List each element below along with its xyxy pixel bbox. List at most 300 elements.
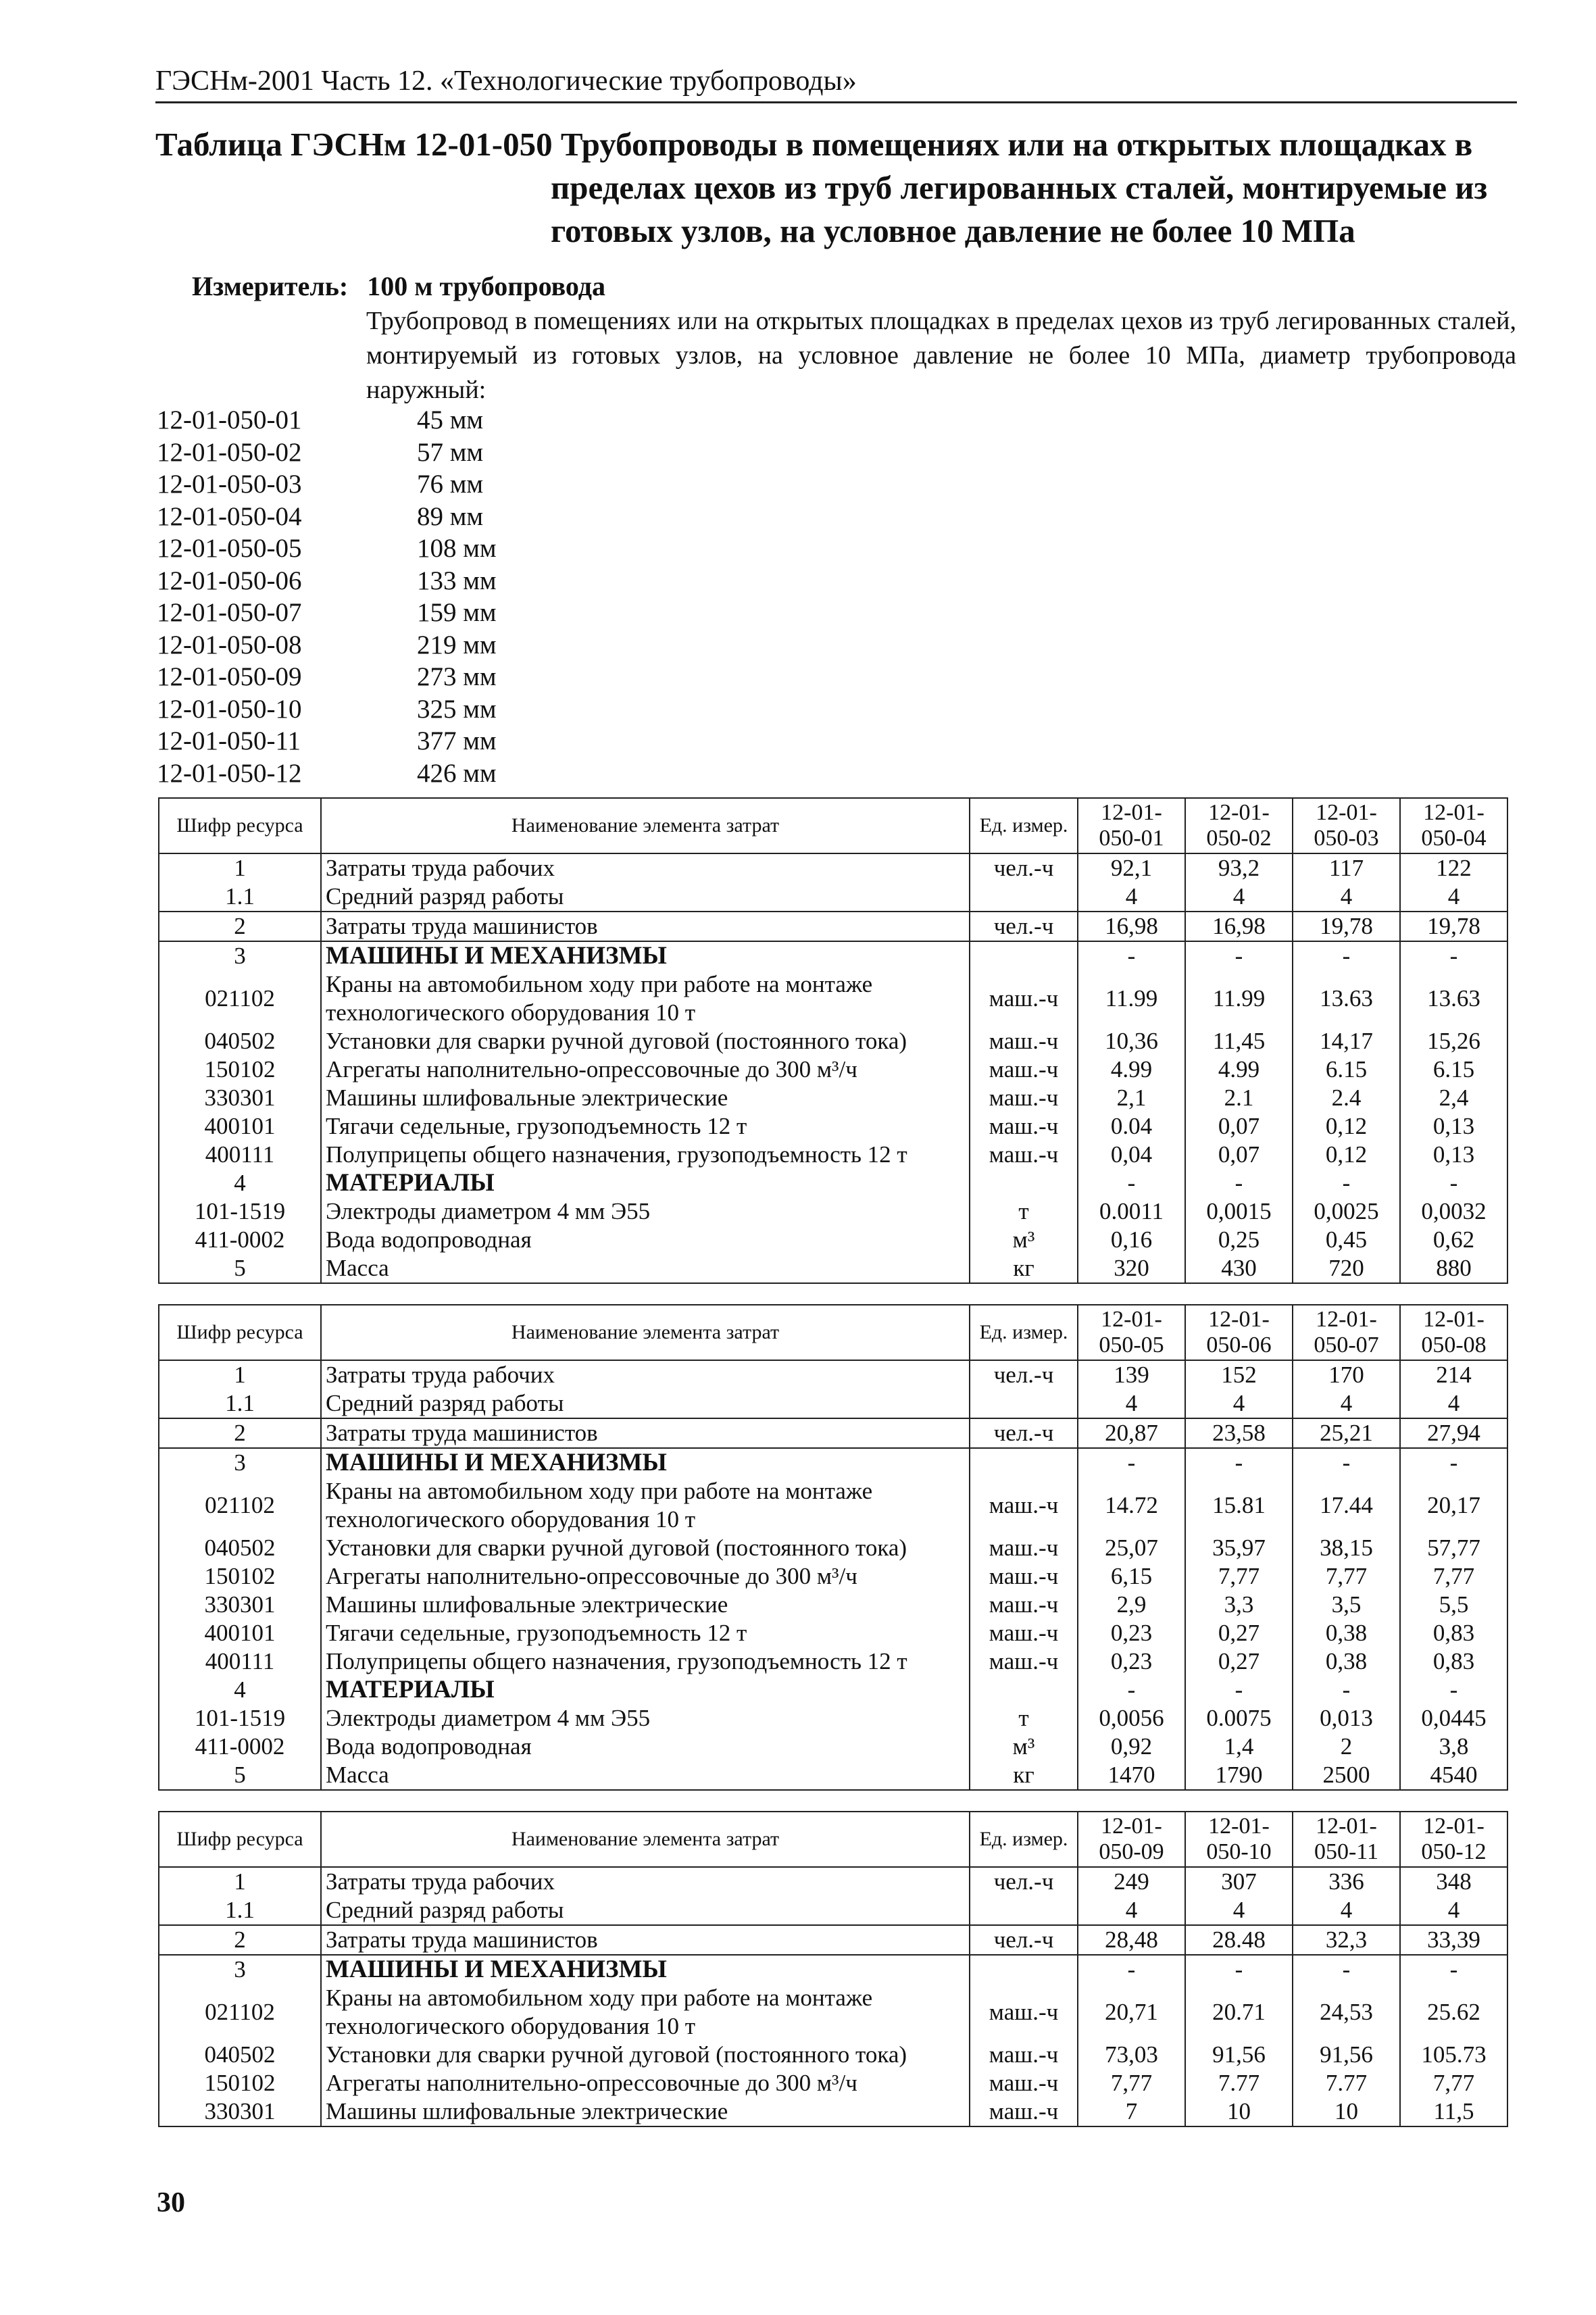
table-row: [159, 1534, 1507, 1562]
resource-value: 15,26: [1400, 1027, 1507, 1055]
resource-value: 24,53: [1293, 1984, 1400, 2041]
variant-diameter: 426 мм: [417, 758, 497, 788]
table-row: [159, 1254, 1507, 1283]
resource-name: Машины шлифовальные электрические: [321, 2097, 970, 2126]
resource-unit: маш.-ч: [970, 1141, 1078, 1169]
resource-name: Затраты труда машинистов: [321, 1418, 970, 1448]
resource-value: 0,0025: [1293, 1197, 1400, 1226]
column-header-variant: 12-01-050-12: [1400, 1812, 1507, 1867]
resource-code: 2: [159, 1418, 321, 1448]
cost-table: [158, 1304, 1508, 1791]
resource-value: 27,94: [1400, 1418, 1507, 1448]
work-description: Трубопровод в помещениях или на открытых площадках в пределах цехов из труб легированных сталей, монтируемый из готовых узлов, на условное давление не более 10 МПа, диаметр трубопровода наружный:: [366, 307, 1516, 404]
resource-value: 4: [1078, 882, 1185, 912]
resource-value: 0.04: [1078, 1112, 1185, 1141]
resource-value: -: [1078, 1169, 1185, 1197]
variant-code: 12-01-050-12: [157, 758, 302, 788]
table-row: [159, 882, 1507, 912]
column-header-variant: 12-01-050-09: [1078, 1812, 1185, 1867]
resource-value: 7,77: [1293, 1562, 1400, 1591]
table-row: [159, 1197, 1507, 1226]
resource-unit: чел.-ч: [970, 1418, 1078, 1448]
resource-value: -: [1185, 1676, 1293, 1704]
variant-item: [157, 725, 576, 757]
resource-code: 400111: [159, 1141, 321, 1169]
resource-value: 2,9: [1078, 1591, 1185, 1619]
resource-value: 4: [1400, 1389, 1507, 1418]
table-header-row: [159, 1305, 1507, 1360]
resource-code: 1.1: [159, 1896, 321, 1925]
resource-name: Установки для сварки ручной дуговой (постоянного тока): [321, 1534, 970, 1562]
resource-unit: маш.-ч: [970, 2069, 1078, 2097]
resource-value: 17.44: [1293, 1477, 1400, 1534]
column-header-variant: 12-01-050-03: [1293, 798, 1400, 853]
cost-table: [158, 1811, 1508, 2127]
resource-value: 4: [1400, 1896, 1507, 1925]
variant-item: [157, 532, 576, 565]
variant-diameter: 108 мм: [417, 534, 497, 563]
resource-value: 16,98: [1078, 912, 1185, 941]
resource-code: 2: [159, 1925, 321, 1955]
resource-value: 0.0011: [1078, 1197, 1185, 1226]
resource-name: Установки для сварки ручной дуговой (постоянного тока): [321, 2041, 970, 2069]
resource-value: 4: [1293, 1389, 1400, 1418]
resource-name: Тягачи седельные, грузоподъемность 12 т: [321, 1619, 970, 1647]
table-row: [159, 1226, 1507, 1254]
resource-name: МАТЕРИАЛЫ: [321, 1169, 970, 1197]
resource-code: 1: [159, 1867, 321, 1896]
variant-code: 12-01-050-01: [157, 405, 302, 434]
resource-code: 400101: [159, 1619, 321, 1647]
meter-line: [192, 270, 605, 302]
variant-diameter: 325 мм: [417, 694, 497, 724]
resource-unit: [970, 941, 1078, 970]
resource-code: 411-0002: [159, 1733, 321, 1761]
column-header-code: Шифр ресурса: [159, 798, 321, 853]
resource-value: 4.99: [1078, 1055, 1185, 1084]
resource-value: 20.71: [1185, 1984, 1293, 2041]
resource-code: 150102: [159, 2069, 321, 2097]
resource-unit: маш.-ч: [970, 1619, 1078, 1647]
resource-name: Затраты труда рабочих: [321, 1867, 970, 1896]
resource-code: 1: [159, 1360, 321, 1389]
resource-value: 2500: [1293, 1761, 1400, 1790]
meter-value: 100 м трубопровода: [367, 271, 605, 301]
resource-value: 4: [1078, 1389, 1185, 1418]
column-header-variant: 12-01-050-07: [1293, 1305, 1400, 1360]
resource-unit: [970, 1676, 1078, 1704]
table-row: [159, 1477, 1507, 1534]
column-header-variant: 12-01-050-10: [1185, 1812, 1293, 1867]
resource-value: 0,62: [1400, 1226, 1507, 1254]
resource-value: 320: [1078, 1254, 1185, 1283]
resource-value: 348: [1400, 1867, 1507, 1896]
table-header-row: [159, 1812, 1507, 1867]
column-header-name: Наименование элемента затрат: [321, 1305, 970, 1360]
resource-value: 11.99: [1185, 970, 1293, 1027]
variant-item: [157, 404, 576, 437]
resource-name: Вода водопроводная: [321, 1226, 970, 1254]
column-header-variant: 12-01-050-11: [1293, 1812, 1400, 1867]
resource-unit: [970, 1448, 1078, 1477]
table-title: [155, 123, 1527, 253]
resource-value: 4: [1185, 1389, 1293, 1418]
variant-code: 12-01-050-02: [157, 437, 302, 467]
resource-code: 400101: [159, 1112, 321, 1141]
resource-name: Средний разряд работы: [321, 1389, 970, 1418]
resource-value: 7,77: [1078, 2069, 1185, 2097]
variant-item: [157, 597, 576, 629]
resource-value: 16,98: [1185, 912, 1293, 941]
variant-code: 12-01-050-11: [157, 726, 301, 755]
column-header-unit: Ед. измер.: [970, 1812, 1078, 1867]
resource-name: Полуприцепы общего назначения, грузоподъемность 12 т: [321, 1141, 970, 1169]
resource-value: 4: [1078, 1896, 1185, 1925]
variant-code: 12-01-050-09: [157, 662, 302, 691]
resource-value: 13.63: [1400, 970, 1507, 1027]
resource-value: 0,25: [1185, 1226, 1293, 1254]
resource-value: 11,45: [1185, 1027, 1293, 1055]
resource-code: 021102: [159, 1984, 321, 2041]
resource-value: 0,0032: [1400, 1197, 1507, 1226]
resource-code: 4: [159, 1676, 321, 1704]
resource-unit: маш.-ч: [970, 1647, 1078, 1676]
table-row: [159, 1562, 1507, 1591]
variant-diameter: 57 мм: [417, 437, 484, 467]
table-row: [159, 1591, 1507, 1619]
resource-name: Затраты труда машинистов: [321, 1925, 970, 1955]
resource-value: 6,15: [1078, 1562, 1185, 1591]
resource-value: 4: [1185, 1896, 1293, 1925]
resource-unit: кг: [970, 1254, 1078, 1283]
resource-code: 3: [159, 941, 321, 970]
variant-code: 12-01-050-10: [157, 694, 302, 724]
resource-value: 5,5: [1400, 1591, 1507, 1619]
resource-code: 101-1519: [159, 1704, 321, 1733]
table-row: [159, 2097, 1507, 2126]
table-row: [159, 1925, 1507, 1955]
table-row: [159, 1647, 1507, 1676]
resource-name: Краны на автомобильном ходу при работе на монтаже технологического оборудования 10 т: [321, 1477, 970, 1534]
resource-value: 13.63: [1293, 970, 1400, 1027]
resource-unit: маш.-ч: [970, 970, 1078, 1027]
table-row: [159, 1055, 1507, 1084]
column-header-variant: 12-01-050-08: [1400, 1305, 1507, 1360]
table-header-row: [159, 798, 1507, 853]
resource-unit: маш.-ч: [970, 1534, 1078, 1562]
resource-name: Затраты труда машинистов: [321, 912, 970, 941]
column-header-code: Шифр ресурса: [159, 1305, 321, 1360]
resource-value: -: [1185, 941, 1293, 970]
variant-diameter: 273 мм: [417, 662, 497, 691]
resource-code: 040502: [159, 1534, 321, 1562]
resource-value: -: [1185, 1448, 1293, 1477]
resource-value: 28.48: [1185, 1925, 1293, 1955]
variant-code: 12-01-050-06: [157, 566, 302, 595]
resource-code: 330301: [159, 1084, 321, 1112]
resource-name: Агрегаты наполнительно-опрессовочные до 300 м³/ч: [321, 1562, 970, 1591]
resource-name: Агрегаты наполнительно-опрессовочные до 300 м³/ч: [321, 2069, 970, 2097]
resource-unit: кг: [970, 1761, 1078, 1790]
resource-value: 0,0056: [1078, 1704, 1185, 1733]
resource-value: 20,17: [1400, 1477, 1507, 1534]
resource-value: -: [1078, 1955, 1185, 1984]
resource-value: 25,07: [1078, 1534, 1185, 1562]
resource-value: 170: [1293, 1360, 1400, 1389]
resource-value: 0,07: [1185, 1112, 1293, 1141]
resource-value: 15.81: [1185, 1477, 1293, 1534]
variant-diameter: 76 мм: [417, 470, 484, 499]
column-header-unit: Ед. измер.: [970, 1305, 1078, 1360]
table-row: [159, 1619, 1507, 1647]
resource-name: Машины шлифовальные электрические: [321, 1591, 970, 1619]
resource-value: -: [1400, 1676, 1507, 1704]
resource-value: 7,77: [1185, 1562, 1293, 1591]
variant-code: 12-01-050-07: [157, 598, 302, 627]
resource-value: 0,27: [1185, 1619, 1293, 1647]
resource-value: 7.77: [1293, 2069, 1400, 2097]
resource-unit: [970, 1169, 1078, 1197]
resource-name: МАШИНЫ И МЕХАНИЗМЫ: [321, 941, 970, 970]
table-title-rest: пределах цехов из труб легированных сталей, монтируемые из готовых узлов, на условное давление не более 10 МПа: [551, 169, 1488, 249]
resource-unit: маш.-ч: [970, 2097, 1078, 2126]
resource-value: 11,5: [1400, 2097, 1507, 2126]
resource-value: 7.77: [1185, 2069, 1293, 2097]
resource-value: -: [1400, 1955, 1507, 1984]
page-number: 30: [157, 2187, 185, 2218]
resource-unit: маш.-ч: [970, 1477, 1078, 1534]
running-header: ГЭСНм-2001 Часть 12. «Технологические трубопроводы»: [155, 66, 857, 97]
variant-code: 12-01-050-03: [157, 470, 302, 499]
resource-value: 0,38: [1293, 1647, 1400, 1676]
resource-unit: м³: [970, 1733, 1078, 1761]
resource-value: 4540: [1400, 1761, 1507, 1790]
resource-value: 3,5: [1293, 1591, 1400, 1619]
resource-value: 0,07: [1185, 1141, 1293, 1169]
column-header-name: Наименование элемента затрат: [321, 798, 970, 853]
resource-code: 1.1: [159, 1389, 321, 1418]
resource-name: Полуприцепы общего назначения, грузоподъемность 12 т: [321, 1647, 970, 1676]
resource-value: 57,77: [1400, 1534, 1507, 1562]
column-header-variant: 12-01-050-04: [1400, 798, 1507, 853]
resource-name: Средний разряд работы: [321, 882, 970, 912]
table-row: [159, 970, 1507, 1027]
resource-value: 25.62: [1400, 1984, 1507, 2041]
column-header-unit: Ед. измер.: [970, 798, 1078, 853]
column-header-variant: 12-01-050-01: [1078, 798, 1185, 853]
table-row: [159, 1418, 1507, 1448]
resource-value: 28,48: [1078, 1925, 1185, 1955]
resource-value: 0,12: [1293, 1141, 1400, 1169]
resource-value: 3,3: [1185, 1591, 1293, 1619]
resource-code: 1: [159, 853, 321, 882]
resource-value: 93,2: [1185, 853, 1293, 882]
resource-unit: маш.-ч: [970, 2041, 1078, 2069]
table-row: [159, 1360, 1507, 1389]
resource-name: Тягачи седельные, грузоподъемность 12 т: [321, 1112, 970, 1141]
resource-code: 5: [159, 1254, 321, 1283]
resource-unit: чел.-ч: [970, 853, 1078, 882]
resource-value: 117: [1293, 853, 1400, 882]
resource-value: 4: [1293, 882, 1400, 912]
resource-code: 330301: [159, 1591, 321, 1619]
resource-name: Затраты труда рабочих: [321, 1360, 970, 1389]
resource-value: 32,3: [1293, 1925, 1400, 1955]
resource-name: Машины шлифовальные электрические: [321, 1084, 970, 1112]
variant-code: 12-01-050-08: [157, 630, 302, 659]
column-header-variant: 12-01-050-05: [1078, 1305, 1185, 1360]
variant-item: [157, 629, 576, 662]
variant-code: 12-01-050-05: [157, 534, 302, 563]
resource-unit: маш.-ч: [970, 1112, 1078, 1141]
resource-value: 20,87: [1078, 1418, 1185, 1448]
resource-code: 101-1519: [159, 1197, 321, 1226]
resource-value: 307: [1185, 1867, 1293, 1896]
resource-unit: маш.-ч: [970, 1591, 1078, 1619]
resource-name: Вода водопроводная: [321, 1733, 970, 1761]
resource-value: 6.15: [1400, 1055, 1507, 1084]
resource-name: Масса: [321, 1254, 970, 1283]
resource-value: 2: [1293, 1733, 1400, 1761]
resource-value: 19,78: [1293, 912, 1400, 941]
resource-value: 1,4: [1185, 1733, 1293, 1761]
resource-value: 3,8: [1400, 1733, 1507, 1761]
resource-value: -: [1078, 1676, 1185, 1704]
resource-value: 23,58: [1185, 1418, 1293, 1448]
meter-label: Измеритель:: [192, 271, 349, 301]
resource-value: 7: [1078, 2097, 1185, 2126]
cost-table: [158, 797, 1508, 1284]
table-row: [159, 1984, 1507, 2041]
resource-value: 720: [1293, 1254, 1400, 1283]
variant-diameter: 133 мм: [417, 566, 497, 595]
table-row: [159, 853, 1507, 882]
resource-value: 0,92: [1078, 1733, 1185, 1761]
resource-value: 336: [1293, 1867, 1400, 1896]
resource-value: 2,4: [1400, 1084, 1507, 1112]
variant-diameter: 89 мм: [417, 501, 484, 531]
resource-value: -: [1078, 1448, 1185, 1477]
resource-name: Масса: [321, 1761, 970, 1790]
variant-diameter: 377 мм: [417, 726, 497, 755]
variant-diameter: 159 мм: [417, 598, 497, 627]
resource-name: Электроды диаметром 4 мм Э55: [321, 1704, 970, 1733]
resource-value: -: [1400, 1169, 1507, 1197]
resource-value: 11.99: [1078, 970, 1185, 1027]
resource-code: 3: [159, 1448, 321, 1477]
table-row: [159, 1896, 1507, 1925]
resource-value: -: [1185, 1169, 1293, 1197]
resource-code: 411-0002: [159, 1226, 321, 1254]
resource-value: 105.73: [1400, 2041, 1507, 2069]
variant-item: [157, 565, 576, 597]
variant-list: [157, 404, 576, 789]
resource-value: 19,78: [1400, 912, 1507, 941]
resource-unit: чел.-ч: [970, 1867, 1078, 1896]
table-row: [159, 1169, 1507, 1197]
resource-value: -: [1400, 1448, 1507, 1477]
resource-value: 10,36: [1078, 1027, 1185, 1055]
resource-value: 10: [1293, 2097, 1400, 2126]
resource-code: 5: [159, 1761, 321, 1790]
resource-value: 4: [1400, 882, 1507, 912]
table-row: [159, 1141, 1507, 1169]
resource-name: Электроды диаметром 4 мм Э55: [321, 1197, 970, 1226]
resource-value: -: [1293, 1448, 1400, 1477]
resource-value: 0,27: [1185, 1647, 1293, 1676]
resource-code: 021102: [159, 970, 321, 1027]
table-title-prefix: Таблица ГЭСНм 12-01-050 Трубопроводы в помещениях или на открытых площадках в: [155, 126, 1473, 163]
resource-unit: маш.-ч: [970, 1562, 1078, 1591]
column-header-variant: 12-01-050-06: [1185, 1305, 1293, 1360]
resource-value: 0,04: [1078, 1141, 1185, 1169]
resource-code: 4: [159, 1169, 321, 1197]
resource-code: 150102: [159, 1055, 321, 1084]
resource-value: 25,21: [1293, 1418, 1400, 1448]
resource-value: 0,23: [1078, 1619, 1185, 1647]
resource-value: 10: [1185, 2097, 1293, 2126]
variant-code: 12-01-050-04: [157, 501, 302, 531]
table-row: [159, 912, 1507, 941]
resource-value: 0,83: [1400, 1619, 1507, 1647]
resource-unit: чел.-ч: [970, 912, 1078, 941]
resource-value: 20,71: [1078, 1984, 1185, 2041]
resource-unit: т: [970, 1197, 1078, 1226]
variant-item: [157, 468, 576, 501]
column-header-code: Шифр ресурса: [159, 1812, 321, 1867]
resource-value: 4: [1185, 882, 1293, 912]
resource-unit: маш.-ч: [970, 1055, 1078, 1084]
variant-item: [157, 693, 576, 726]
resource-value: 2.1: [1185, 1084, 1293, 1112]
table-row: [159, 1867, 1507, 1896]
resource-value: 7,77: [1400, 2069, 1507, 2097]
resource-unit: [970, 1389, 1078, 1418]
resource-value: -: [1185, 1955, 1293, 1984]
column-header-variant: 12-01-050-02: [1185, 798, 1293, 853]
resource-value: 91,56: [1185, 2041, 1293, 2069]
resource-name: Установки для сварки ручной дуговой (постоянного тока): [321, 1027, 970, 1055]
resource-value: -: [1293, 1676, 1400, 1704]
resource-name: МАШИНЫ И МЕХАНИЗМЫ: [321, 1955, 970, 1984]
resource-value: 0,83: [1400, 1647, 1507, 1676]
resource-value: 214: [1400, 1360, 1507, 1389]
resource-value: -: [1293, 1169, 1400, 1197]
table-row: [159, 1955, 1507, 1984]
resource-value: 430: [1185, 1254, 1293, 1283]
resource-code: 400111: [159, 1647, 321, 1676]
table-row: [159, 1704, 1507, 1733]
table-row: [159, 2069, 1507, 2097]
resource-value: 152: [1185, 1360, 1293, 1389]
resource-value: 91,56: [1293, 2041, 1400, 2069]
resource-code: 040502: [159, 2041, 321, 2069]
resource-code: 150102: [159, 1562, 321, 1591]
table-row: [159, 1084, 1507, 1112]
resource-code: 1.1: [159, 882, 321, 912]
resource-name: МАШИНЫ И МЕХАНИЗМЫ: [321, 1448, 970, 1477]
resource-code: 021102: [159, 1477, 321, 1534]
variant-diameter: 219 мм: [417, 630, 497, 659]
resource-name: Краны на автомобильном ходу при работе на монтаже технологического оборудования 10 т: [321, 970, 970, 1027]
resource-value: 6.15: [1293, 1055, 1400, 1084]
table-row: [159, 1027, 1507, 1055]
resource-value: 0,38: [1293, 1619, 1400, 1647]
resource-value: 0.0075: [1185, 1704, 1293, 1733]
resource-unit: маш.-ч: [970, 1027, 1078, 1055]
resource-value: 4: [1293, 1896, 1400, 1925]
resource-unit: маш.-ч: [970, 1084, 1078, 1112]
